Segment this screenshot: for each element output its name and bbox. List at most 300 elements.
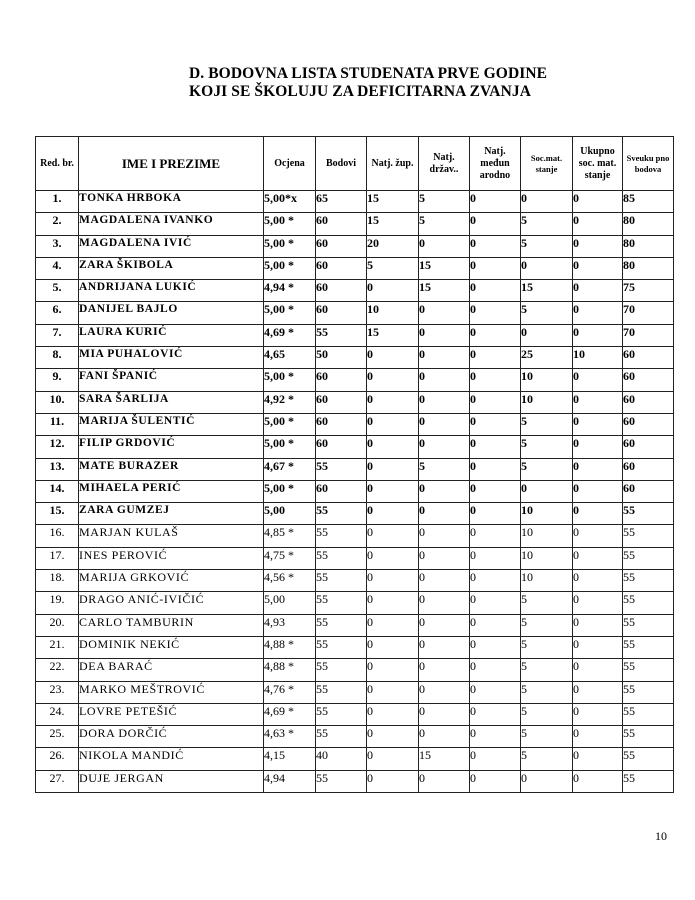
table-row (36, 369, 674, 391)
social-status-cell: 5 (521, 681, 573, 703)
student-name-cell: MARJAN KULAŠ (79, 525, 264, 547)
row-number-cell: 27. (36, 770, 79, 792)
row-number-cell: 19. (36, 592, 79, 614)
total-points-cell: 55 (623, 614, 674, 636)
total-points-cell: 55 (623, 503, 674, 525)
points-cell: 55 (316, 525, 367, 547)
state-competition-cell: 0 (419, 391, 470, 413)
grade-cell: 5,00 * (264, 413, 316, 435)
total-points-cell: 55 (623, 592, 674, 614)
social-status-cell: 10 (521, 503, 573, 525)
international-competition-cell: 0 (470, 503, 521, 525)
grade-cell: 4,69 * (264, 324, 316, 346)
county-competition-cell: 0 (367, 391, 419, 413)
county-competition-cell: 0 (367, 503, 419, 525)
student-name-cell: FILIP GRDOVIĆ (79, 436, 264, 458)
row-number-cell: 16. (36, 525, 79, 547)
state-competition-cell: 15 (419, 748, 470, 770)
total-points-cell: 55 (623, 726, 674, 748)
social-status-cell: 0 (521, 480, 573, 502)
grade-cell: 4,63 * (264, 726, 316, 748)
student-name-cell: ZARA ŠKIBOLA (79, 257, 264, 279)
table-header-row (36, 137, 674, 191)
total-social-status-cell: 0 (573, 614, 623, 636)
county-competition-cell: 5 (367, 257, 419, 279)
document-heading (189, 65, 547, 101)
grade-cell: 4,15 (264, 748, 316, 770)
row-number-cell: 17. (36, 547, 79, 569)
student-name-cell: MARIJA ŠULENTIĆ (79, 413, 264, 435)
table-row (36, 681, 674, 703)
total-social-status-cell: 0 (573, 235, 623, 257)
points-cell: 55 (316, 770, 367, 792)
grade-cell: 5,00*x (264, 191, 316, 213)
total-points-cell: 70 (623, 302, 674, 324)
points-cell: 60 (316, 436, 367, 458)
state-competition-cell: 0 (419, 525, 470, 547)
student-name-cell: NIKOLA MANDIĆ (79, 748, 264, 770)
student-name-cell: MAGDALENA IVANKO (79, 213, 264, 235)
student-name-cell: MIHAELA PERIĆ (79, 480, 264, 502)
social-status-cell: 0 (521, 191, 573, 213)
social-status-cell: 5 (521, 436, 573, 458)
state-competition-cell: 5 (419, 458, 470, 480)
student-name-cell: DEA BARAĆ (79, 659, 264, 681)
international-competition-cell: 0 (470, 413, 521, 435)
state-competition-cell: 0 (419, 235, 470, 257)
total-social-status-cell: 0 (573, 681, 623, 703)
row-number-cell: 5. (36, 280, 79, 302)
points-cell: 55 (316, 703, 367, 725)
county-competition-cell: 0 (367, 480, 419, 502)
county-competition-cell: 0 (367, 413, 419, 435)
table-row (36, 636, 674, 658)
total-points-cell: 60 (623, 347, 674, 369)
row-number-cell: 7. (36, 324, 79, 346)
points-cell: 55 (316, 726, 367, 748)
county-competition-cell: 15 (367, 324, 419, 346)
grade-cell: 4,75 * (264, 547, 316, 569)
social-status-cell: 5 (521, 413, 573, 435)
grade-cell: 5,00 * (264, 257, 316, 279)
international-competition-cell: 0 (470, 302, 521, 324)
total-social-status-cell: 10 (573, 347, 623, 369)
table-row (36, 324, 674, 346)
state-competition-cell: 0 (419, 324, 470, 346)
row-number-cell: 6. (36, 302, 79, 324)
total-points-cell: 55 (623, 636, 674, 658)
county-competition-cell: 0 (367, 703, 419, 725)
total-social-status-cell: 0 (573, 436, 623, 458)
social-status-cell: 5 (521, 614, 573, 636)
state-competition-cell: 0 (419, 480, 470, 502)
state-competition-cell: 0 (419, 347, 470, 369)
grade-cell: 4,65 (264, 347, 316, 369)
table-row (36, 770, 674, 792)
total-social-status-cell: 0 (573, 770, 623, 792)
points-cell: 55 (316, 614, 367, 636)
total-points-cell: 75 (623, 280, 674, 302)
social-status-cell: 10 (521, 547, 573, 569)
table-row (36, 547, 674, 569)
total-points-cell: 55 (623, 748, 674, 770)
total-social-status-cell: 0 (573, 570, 623, 592)
header-natj-medunarodno: Natj. međun arodno (470, 137, 521, 191)
state-competition-cell: 0 (419, 659, 470, 681)
county-competition-cell: 15 (367, 191, 419, 213)
total-social-status-cell: 0 (573, 413, 623, 435)
total-points-cell: 55 (623, 525, 674, 547)
header-natj-drzav: Natj. držav.. (419, 137, 470, 191)
total-social-status-cell: 0 (573, 257, 623, 279)
social-status-cell: 5 (521, 703, 573, 725)
total-points-cell: 80 (623, 257, 674, 279)
total-social-status-cell: 0 (573, 369, 623, 391)
heading-line-1: D. BODOVNA LISTA STUDENATA PRVE GODINE (189, 65, 548, 82)
total-points-cell: 55 (623, 547, 674, 569)
social-status-cell: 5 (521, 726, 573, 748)
social-status-cell: 5 (521, 592, 573, 614)
total-social-status-cell: 0 (573, 636, 623, 658)
social-status-cell: 5 (521, 659, 573, 681)
row-number-cell: 21. (36, 636, 79, 658)
student-name-cell: LOVRE PETEŠIĆ (79, 703, 264, 725)
header-natj-zup: Natj. žup. (367, 137, 419, 191)
table-row (36, 525, 674, 547)
grade-cell: 4,94 (264, 770, 316, 792)
points-cell: 60 (316, 369, 367, 391)
international-competition-cell: 0 (470, 547, 521, 569)
table-row (36, 347, 674, 369)
total-social-status-cell: 0 (573, 280, 623, 302)
grade-cell: 5,00 (264, 592, 316, 614)
header-sveukupno-bodova: Sveuku pno bodova (623, 137, 674, 191)
total-points-cell: 60 (623, 369, 674, 391)
total-points-cell: 80 (623, 213, 674, 235)
county-competition-cell: 0 (367, 770, 419, 792)
table-row (36, 302, 674, 324)
total-social-status-cell: 0 (573, 324, 623, 346)
grade-cell: 5,00 * (264, 213, 316, 235)
page-number: 10 (655, 829, 667, 843)
student-name-cell: MARKO MEŠTROVIĆ (79, 681, 264, 703)
total-social-status-cell: 0 (573, 191, 623, 213)
table-row (36, 614, 674, 636)
student-name-cell: CARLO TAMBURIN (79, 614, 264, 636)
international-competition-cell: 0 (470, 614, 521, 636)
row-number-cell: 2. (36, 213, 79, 235)
student-name-cell: ANDRIJANA LUKIĆ (79, 280, 264, 302)
social-status-cell: 10 (521, 391, 573, 413)
row-number-cell: 24. (36, 703, 79, 725)
grade-cell: 5,00 * (264, 369, 316, 391)
grade-cell: 4,76 * (264, 681, 316, 703)
row-number-cell: 9. (36, 369, 79, 391)
social-status-cell: 5 (521, 748, 573, 770)
table-row (36, 570, 674, 592)
international-competition-cell: 0 (470, 525, 521, 547)
heading-line-2: KOJI SE ŠKOLUJU ZA DEFICITARNA ZVANJA (189, 83, 532, 100)
international-competition-cell: 0 (470, 480, 521, 502)
table-row (36, 213, 674, 235)
points-cell: 40 (316, 748, 367, 770)
international-competition-cell: 0 (470, 191, 521, 213)
points-table (35, 136, 674, 793)
grade-cell: 4,69 * (264, 703, 316, 725)
grade-cell: 4,67 * (264, 458, 316, 480)
county-competition-cell: 0 (367, 636, 419, 658)
row-number-cell: 23. (36, 681, 79, 703)
county-competition-cell: 0 (367, 726, 419, 748)
international-competition-cell: 0 (470, 257, 521, 279)
row-number-cell: 25. (36, 726, 79, 748)
total-social-status-cell: 0 (573, 726, 623, 748)
grade-cell: 4,92 * (264, 391, 316, 413)
total-points-cell: 60 (623, 458, 674, 480)
row-number-cell: 13. (36, 458, 79, 480)
table-row (36, 480, 674, 502)
row-number-cell: 22. (36, 659, 79, 681)
table-row (36, 703, 674, 725)
county-competition-cell: 15 (367, 213, 419, 235)
student-name-cell: INES PEROVIĆ (79, 547, 264, 569)
student-name-cell: TONKA HRBOKA (79, 191, 264, 213)
grade-cell: 5,00 (264, 503, 316, 525)
total-points-cell: 70 (623, 324, 674, 346)
state-competition-cell: 0 (419, 570, 470, 592)
county-competition-cell: 10 (367, 302, 419, 324)
state-competition-cell: 5 (419, 191, 470, 213)
points-cell: 60 (316, 302, 367, 324)
county-competition-cell: 0 (367, 592, 419, 614)
row-number-cell: 11. (36, 413, 79, 435)
total-social-status-cell: 0 (573, 458, 623, 480)
row-number-cell: 18. (36, 570, 79, 592)
table-body (36, 191, 674, 793)
points-cell: 60 (316, 213, 367, 235)
state-competition-cell: 0 (419, 681, 470, 703)
row-number-cell: 20. (36, 614, 79, 636)
row-number-cell: 26. (36, 748, 79, 770)
county-competition-cell: 0 (367, 614, 419, 636)
county-competition-cell: 0 (367, 436, 419, 458)
international-competition-cell: 0 (470, 347, 521, 369)
total-social-status-cell: 0 (573, 547, 623, 569)
social-status-cell: 15 (521, 280, 573, 302)
header-soc-mat-stanje: Soc.mat. stanje (521, 137, 573, 191)
total-points-cell: 60 (623, 413, 674, 435)
points-cell: 55 (316, 592, 367, 614)
international-competition-cell: 0 (470, 324, 521, 346)
social-status-cell: 10 (521, 570, 573, 592)
table-row (36, 191, 674, 213)
international-competition-cell: 0 (470, 436, 521, 458)
points-cell: 55 (316, 636, 367, 658)
grade-cell: 4,56 * (264, 570, 316, 592)
state-competition-cell: 0 (419, 592, 470, 614)
county-competition-cell: 0 (367, 748, 419, 770)
state-competition-cell: 0 (419, 770, 470, 792)
student-name-cell: DUJE JERGAN (79, 770, 264, 792)
county-competition-cell: 0 (367, 570, 419, 592)
state-competition-cell: 0 (419, 413, 470, 435)
points-cell: 60 (316, 391, 367, 413)
social-status-cell: 5 (521, 458, 573, 480)
table-row (36, 726, 674, 748)
state-competition-cell: 5 (419, 213, 470, 235)
social-status-cell: 5 (521, 302, 573, 324)
points-cell: 60 (316, 235, 367, 257)
total-points-cell: 60 (623, 436, 674, 458)
total-social-status-cell: 0 (573, 703, 623, 725)
row-number-cell: 8. (36, 347, 79, 369)
points-cell: 60 (316, 257, 367, 279)
table-row (36, 257, 674, 279)
state-competition-cell: 0 (419, 503, 470, 525)
state-competition-cell: 0 (419, 302, 470, 324)
points-cell: 55 (316, 570, 367, 592)
county-competition-cell: 0 (367, 659, 419, 681)
points-cell: 60 (316, 413, 367, 435)
total-social-status-cell: 0 (573, 302, 623, 324)
table-row (36, 458, 674, 480)
row-number-cell: 4. (36, 257, 79, 279)
row-number-cell: 1. (36, 191, 79, 213)
grade-cell: 4,88 * (264, 659, 316, 681)
student-name-cell: MARIJA GRKOVIĆ (79, 570, 264, 592)
state-competition-cell: 0 (419, 636, 470, 658)
international-competition-cell: 0 (470, 391, 521, 413)
county-competition-cell: 0 (367, 369, 419, 391)
table-row (36, 748, 674, 770)
row-number-cell: 10. (36, 391, 79, 413)
social-status-cell: 0 (521, 324, 573, 346)
student-name-cell: MAGDALENA IVIĆ (79, 235, 264, 257)
points-cell: 60 (316, 480, 367, 502)
header-ukupno-soc-mat-stanje: Ukupno soc. mat. stanje (573, 137, 623, 191)
header-red-br: Red. br. (36, 137, 79, 191)
total-social-status-cell: 0 (573, 213, 623, 235)
points-cell: 55 (316, 681, 367, 703)
total-points-cell: 55 (623, 703, 674, 725)
grade-cell: 5,00 * (264, 302, 316, 324)
international-competition-cell: 0 (470, 570, 521, 592)
student-name-cell: DANIJEL BAJLO (79, 302, 264, 324)
total-points-cell: 80 (623, 235, 674, 257)
county-competition-cell: 0 (367, 280, 419, 302)
table-row (36, 280, 674, 302)
total-points-cell: 60 (623, 391, 674, 413)
total-social-status-cell: 0 (573, 503, 623, 525)
international-competition-cell: 0 (470, 659, 521, 681)
county-competition-cell: 0 (367, 347, 419, 369)
total-social-status-cell: 0 (573, 391, 623, 413)
header-ocjena: Ocjena (264, 137, 316, 191)
international-competition-cell: 0 (470, 458, 521, 480)
international-competition-cell: 0 (470, 726, 521, 748)
total-points-cell: 55 (623, 681, 674, 703)
grade-cell: 4,85 * (264, 525, 316, 547)
state-competition-cell: 0 (419, 369, 470, 391)
international-competition-cell: 0 (470, 369, 521, 391)
grade-cell: 4,93 (264, 614, 316, 636)
table-row (36, 413, 674, 435)
social-status-cell: 5 (521, 235, 573, 257)
table-row (36, 592, 674, 614)
grade-cell: 5,00 * (264, 235, 316, 257)
header-bodovi: Bodovi (316, 137, 367, 191)
student-name-cell: DORA DORČIĆ (79, 726, 264, 748)
state-competition-cell: 0 (419, 726, 470, 748)
header-ime-prezime: IME I PREZIME (79, 137, 264, 191)
social-status-cell: 5 (521, 213, 573, 235)
grade-cell: 5,00 * (264, 480, 316, 502)
points-cell: 55 (316, 547, 367, 569)
total-points-cell: 60 (623, 480, 674, 502)
international-competition-cell: 0 (470, 636, 521, 658)
international-competition-cell: 0 (470, 770, 521, 792)
county-competition-cell: 0 (367, 525, 419, 547)
grade-cell: 4,94 * (264, 280, 316, 302)
state-competition-cell: 15 (419, 257, 470, 279)
student-name-cell: MIA PUHALOVIĆ (79, 347, 264, 369)
state-competition-cell: 0 (419, 703, 470, 725)
points-cell: 55 (316, 458, 367, 480)
total-points-cell: 55 (623, 770, 674, 792)
state-competition-cell: 0 (419, 436, 470, 458)
student-name-cell: ZARA GUMZEJ (79, 503, 264, 525)
student-name-cell: LAURA KURIĆ (79, 324, 264, 346)
points-cell: 60 (316, 280, 367, 302)
table-row (36, 503, 674, 525)
international-competition-cell: 0 (470, 703, 521, 725)
student-name-cell: DOMINIK NEKIĆ (79, 636, 264, 658)
total-social-status-cell: 0 (573, 525, 623, 547)
row-number-cell: 15. (36, 503, 79, 525)
social-status-cell: 5 (521, 636, 573, 658)
grade-cell: 4,88 * (264, 636, 316, 658)
grade-cell: 5,00 * (264, 436, 316, 458)
state-competition-cell: 15 (419, 280, 470, 302)
points-cell: 55 (316, 659, 367, 681)
points-cell: 55 (316, 503, 367, 525)
student-name-cell: MATE BURAZER (79, 458, 264, 480)
table-row (36, 391, 674, 413)
student-name-cell: SARA ŠARLIJA (79, 391, 264, 413)
row-number-cell: 3. (36, 235, 79, 257)
state-competition-cell: 0 (419, 547, 470, 569)
table-row (36, 436, 674, 458)
student-name-cell: DRAGO ANIĆ-IVIČIĆ (79, 592, 264, 614)
county-competition-cell: 20 (367, 235, 419, 257)
total-social-status-cell: 0 (573, 480, 623, 502)
international-competition-cell: 0 (470, 235, 521, 257)
table-row (36, 659, 674, 681)
international-competition-cell: 0 (470, 213, 521, 235)
international-competition-cell: 0 (470, 748, 521, 770)
points-cell: 65 (316, 191, 367, 213)
international-competition-cell: 0 (470, 681, 521, 703)
social-status-cell: 25 (521, 347, 573, 369)
social-status-cell: 0 (521, 770, 573, 792)
table-row (36, 235, 674, 257)
points-cell: 50 (316, 347, 367, 369)
total-social-status-cell: 0 (573, 592, 623, 614)
total-social-status-cell: 0 (573, 748, 623, 770)
social-status-cell: 0 (521, 257, 573, 279)
county-competition-cell: 0 (367, 458, 419, 480)
row-number-cell: 14. (36, 480, 79, 502)
